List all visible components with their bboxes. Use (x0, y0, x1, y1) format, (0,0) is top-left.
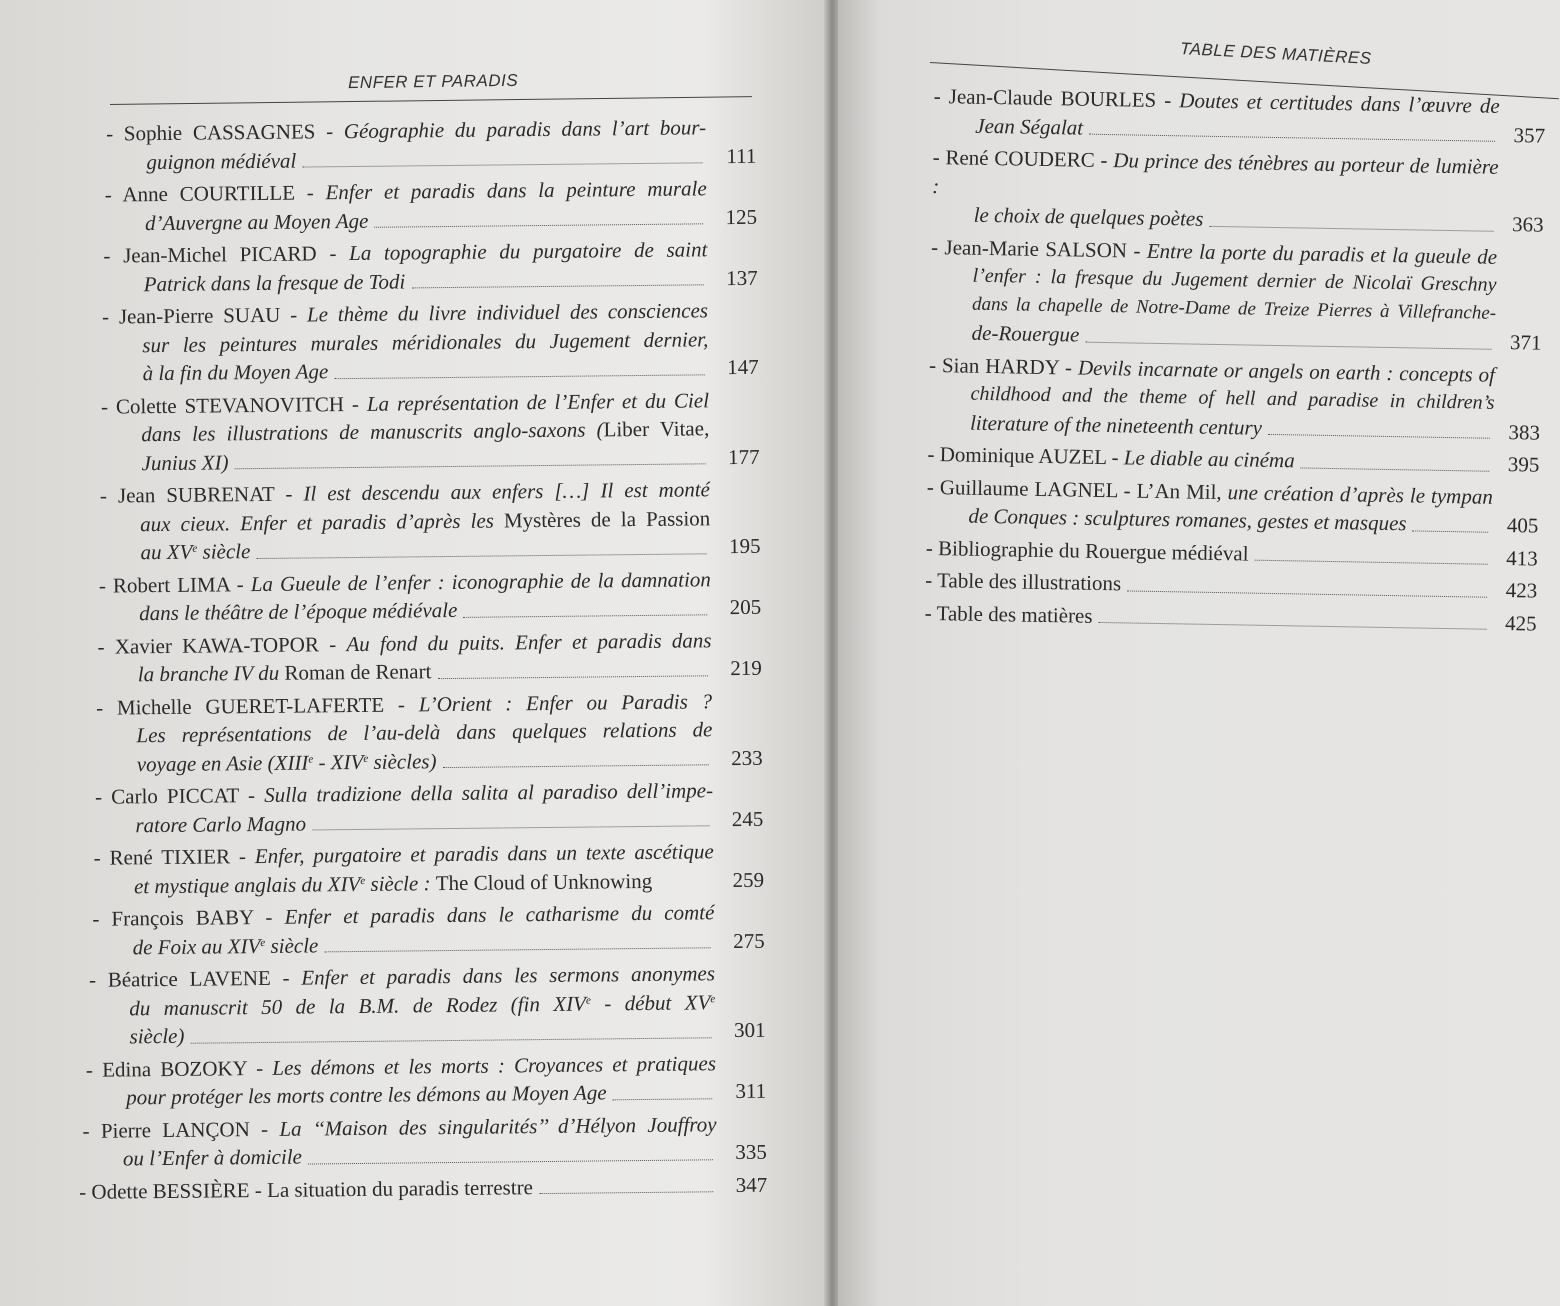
toc-entry[interactable]: - Jean-Michel PICARD - La topographie du purgatoire de saint Patrick dans la fresque de Todi 137 (103, 237, 758, 296)
page-number: 425 (1504, 610, 1537, 636)
leader-dots (411, 283, 703, 288)
toc-entry[interactable]: - Béatrice LAVENE - Enfer et paradis dans les sermons anonymes du manuscrit 50 de la B.M. de Rodez (fin XIVe - début XVe siècle) 301 (88, 961, 766, 1049)
leader-dots (1254, 559, 1487, 565)
toc-entry[interactable]: - Table des illustrations 423 (925, 566, 1537, 605)
leader-dots (1209, 224, 1493, 231)
leader-dots (334, 373, 704, 379)
toc-entry[interactable]: - Table des matières 425 (924, 598, 1536, 637)
leader-dots (463, 613, 707, 618)
toc-entry[interactable]: - René TIXIER - Enfer, purgatoire et paradis dans un texte ascétique et mystique anglais du XIVe siècle : The Cloud of Unknowing 259 (93, 839, 765, 898)
toc-entry[interactable]: - René COUDERC - Du prince des ténèbres au porteur de lumière : le choix de quelques poètes 363 (931, 143, 1544, 239)
leader-dots (1089, 133, 1495, 142)
page-number: 423 (1505, 578, 1538, 603)
leader-dots (1412, 529, 1488, 532)
toc-entry[interactable]: - Bibliographie du Rouergue médiéval 413 (926, 533, 1538, 572)
toc-entry[interactable]: - Edina BOZOKY - Les démons et les morts : Croyances et pratiques pour protéger les morts contre les démons au Moyen Age 311 (85, 1050, 767, 1110)
leader-dots (1301, 466, 1490, 471)
page-number: 413 (1506, 545, 1538, 571)
leader-dots (1127, 589, 1487, 597)
running-header-left: ENFER ET PARADIS (347, 70, 519, 93)
leader-dots (1085, 340, 1491, 349)
page-number: 195 (728, 533, 761, 559)
page-number: 395 (1507, 452, 1540, 477)
page-number: 301 (733, 1017, 766, 1043)
leader-dots (302, 161, 702, 167)
page-number: 335 (735, 1139, 767, 1165)
right-book-page (838, 0, 1560, 1306)
leader-dots (539, 1190, 713, 1194)
page-number: 111 (726, 143, 757, 168)
page-number: 363 (1511, 212, 1544, 237)
page-number: 371 (1509, 330, 1542, 355)
page-number: 405 (1506, 513, 1539, 538)
toc-entry[interactable]: - Carlo PICCAT - Sulla tradizione della salita al paradiso dell’impe- ratore Carlo Magno 245 (94, 778, 764, 837)
toc-entry[interactable]: - Jean-Marie SALSON - Entre la porte du paradis et la gueule de l’enfer : la fresque du Jugement dernier de Nicolaï Greschny dans la chapelle de Notre-Dame de Treize Pierres à Villefranche- de-Rouergue 371 (929, 232, 1543, 357)
toc-entry[interactable]: - Jean SUBRENAT - Il est descendu aux enfers […] Il est monté aux cieux. Enfer et paradis d’après les Mystères de la Passion au XVe siècle 195 (99, 477, 761, 565)
leader-dots (324, 946, 710, 952)
toc-entry[interactable]: - François BABY - Enfer et paradis dans le catharisme du comté de Foix au XIVe siècle 275 (92, 900, 765, 959)
leader-dots (312, 824, 709, 830)
page-number: 219 (730, 655, 762, 681)
leader-dots (235, 462, 706, 469)
page-number: 347 (735, 1172, 768, 1197)
page-number: 357 (1513, 122, 1546, 148)
toc-entry[interactable]: - Anne COURTILLE - Enfer et paradis dans la peinture murale d’Auvergne au Moyen Age 125 (104, 176, 758, 235)
leader-dots (1268, 433, 1490, 439)
page-number: 233 (731, 745, 763, 770)
leader-dots (374, 222, 703, 227)
header-rule-left (110, 96, 752, 105)
leader-dots (443, 763, 709, 768)
toc-left-column (66, 113, 767, 1210)
page-number: 125 (725, 204, 758, 229)
toc-entry[interactable]: - Colette STEVANOVITCH - La représentation de l’Enfer et du Ciel dans les illustrations de manuscrits anglo-saxons (Liber Vitae, Junius XI) 177 (100, 387, 760, 475)
page-number: 147 (726, 354, 759, 380)
toc-entry[interactable]: - Jean-Pierre SUAU - Le thème du livre individuel des consciences sur les peintures murales méridionales du Jugement dernier, à la fin du Moyen Age 147 (101, 298, 759, 386)
toc-entry[interactable]: - Sophie CASSAGNES - Géographie du paradis dans l’art bour- guignon médiéval 111 (106, 115, 757, 174)
toc-entry[interactable]: - Pierre LANÇON - La ‘‘Maison des singularités’’ d’Hélyon Jouffroy ou l’Enfer à domicile 335 (82, 1111, 767, 1171)
page-number: 137 (726, 265, 758, 290)
toc-entry[interactable]: - Michelle GUERET-LAFERTE - L’Orient : Enfer ou Paradis ? Les représentations de l’au-delà dans quelques relations de voyage en Asie (XIIIe - XIVe siècles) 233 (96, 688, 763, 776)
toc-entry[interactable]: - Xavier KAWA-TOPOR - Au fond du puits. Enfer et paradis dans la branche IV du Roman de Renart 219 (97, 627, 762, 687)
page-number: 259 (732, 867, 765, 892)
toc-entry[interactable]: - Jean-Claude BOURLES - Doutes et certitudes dans l’œuvre de Jean Ségalat 357 (933, 82, 1546, 150)
toc-entry[interactable]: - Dominique AUZEL - Le diable au cinéma 395 (927, 440, 1539, 479)
page-number: 275 (733, 928, 765, 953)
toc-entry[interactable]: - Sian HARDY - Devils incarnate or angels on earth : concepts of childhood and the theme of hell and paradise in children’s literature of the nineteenth century 383 (928, 350, 1541, 446)
page-number: 177 (727, 444, 760, 469)
leader-dots (256, 552, 706, 559)
leader-dots (308, 1158, 713, 1164)
page-number: 245 (731, 806, 764, 831)
running-header-right: TABLE DES MATIÈRES (1179, 38, 1373, 69)
toc-entry[interactable]: - Guillaume LAGNEL - L’An Mil, une création d’après le tympan de Conques : sculptures romanes, gestes et masques 405 (926, 472, 1539, 540)
toc-entry[interactable]: - Robert LIMA - La Gueule de l’enfer : iconographie de la damnation dans le théâtre de l’époque médiévale 205 (98, 566, 762, 626)
page-number: 383 (1508, 419, 1541, 445)
page-number: 311 (735, 1078, 767, 1104)
leader-dots (190, 1036, 711, 1043)
toc-right-column (924, 82, 1545, 642)
toc-entry[interactable]: - Odette BESSIÈRE - La situation du paradis terrestre 347 (79, 1172, 768, 1204)
leader-dots (613, 1097, 713, 1100)
leader-dots (1098, 621, 1486, 630)
leader-dots (437, 674, 707, 679)
page-number: 205 (729, 594, 762, 620)
